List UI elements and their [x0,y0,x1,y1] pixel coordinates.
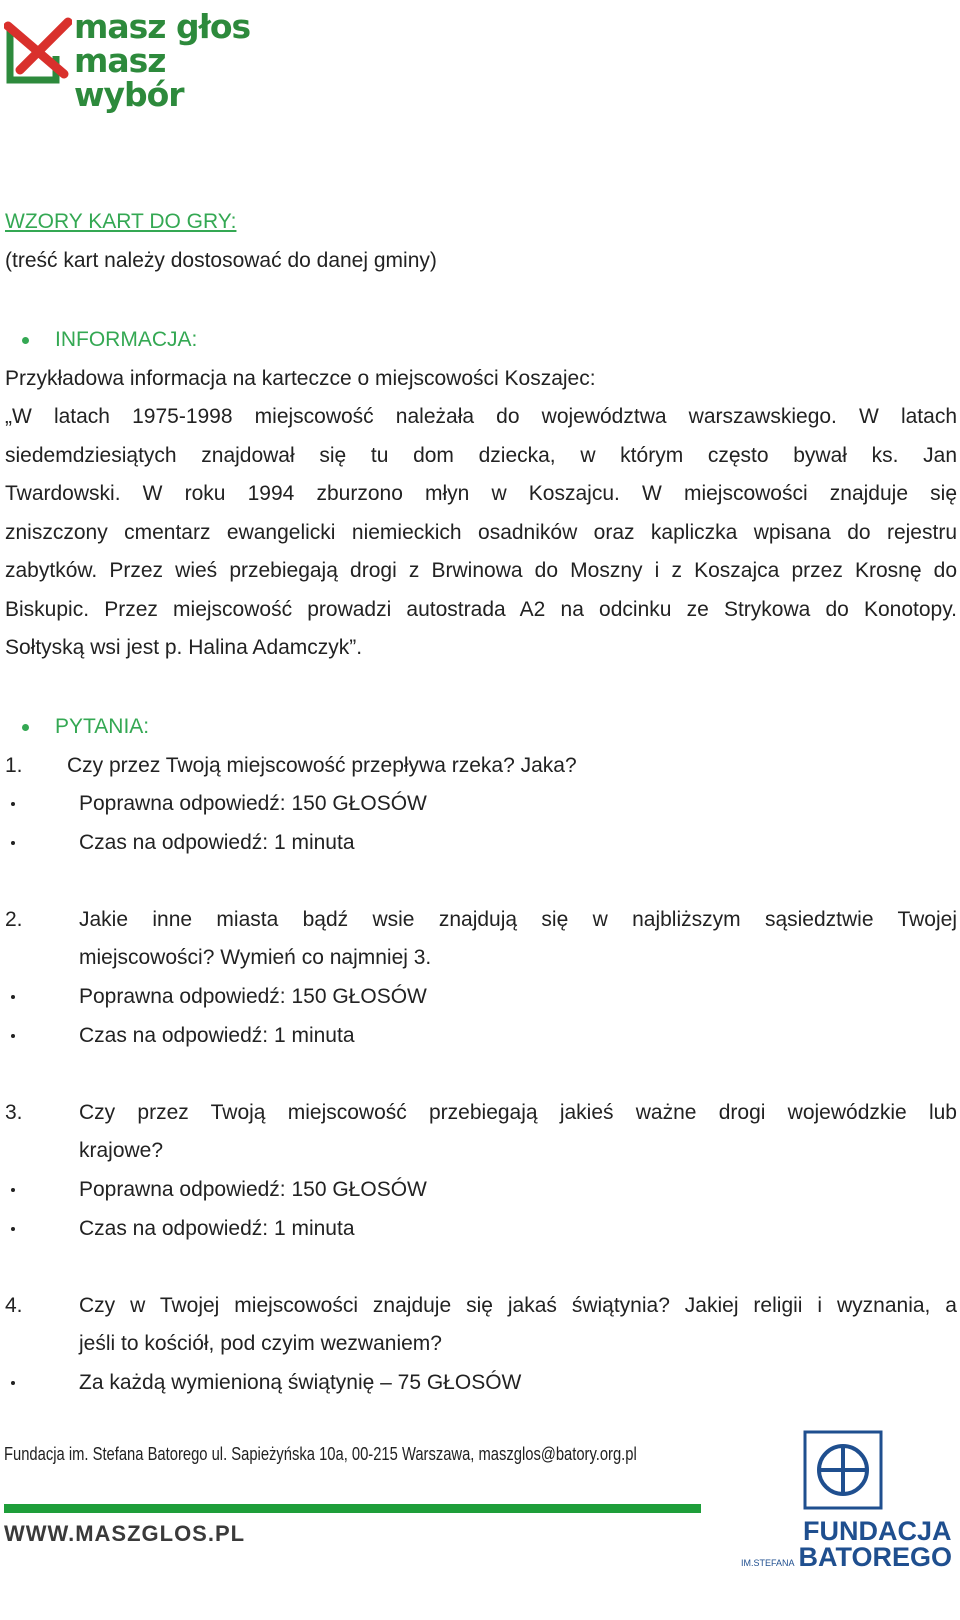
bullet-icon [22,724,29,731]
footer-website-link[interactable]: WWW.MASZGLOS.PL [4,1521,246,1546]
batorego-line-2-text: BATOREGO [798,1542,953,1572]
batorego-small: IM.STEFANA [741,1558,795,1568]
bullet-icon [11,1227,15,1231]
question-text: krajowe? [79,1139,164,1162]
footer-address: Fundacja im. Stefana Batorego ul. Sapieżyńska 10a, 00-215 Warszawa, maszglos@batory.org.pl [4,1444,637,1464]
section-label-questions: PYTANIA: [55,715,150,738]
bullet-icon [11,995,15,999]
question-text: Czy przez Twoją miejscowość przepływa rzeka? Jaka? [67,754,577,777]
page-subtitle: (treść kart należy dostosować do danej gminy) [5,249,437,272]
answer-points: Poprawna odpowiedź: 150 GŁOSÓW [79,1178,427,1201]
bullet-icon [11,1188,15,1192]
question-text: Jakie inne miasta bądź wsie znajdują się w najbliższym sąsiedztwie Twojej [79,908,957,931]
question-text: Czy w Twojej miejscowości znajduje się jakaś świątynia? Jakiej religii i wyznania, a [79,1294,957,1317]
page-title: WZORY KART DO GRY: [5,210,237,233]
bullet-icon [22,337,29,344]
question-text: jeśli to kościół, pod czyim wezwaniem? [79,1332,442,1355]
info-line: Sołtyską wsi jest p. Halina Adamczyk”. [5,636,363,659]
info-line: zniszczony cmentarz ewangelicki niemieckich osadników oraz kapliczka wpisana do rejestru [5,521,957,544]
section-label-info: INFORMACJA: [55,328,198,351]
logo-wordmark [74,7,274,114]
info-line: Biskupic. Przez miejscowość prowadzi autostrada A2 na odcinku ze Strykowa do Konotopy. [5,598,957,621]
question-text: miejscowości? Wymień co najmniej 3. [79,946,432,969]
question-number: 2. [5,908,23,931]
info-intro: Przykładowa informacja na karteczce o miejscowości Koszajec: [5,367,596,390]
question-number: 4. [5,1294,23,1317]
info-line: „W latach 1975-1998 miejscowość należała do województwa warszawskiego. W latach [5,405,957,428]
batorego-name [741,1516,953,1576]
batorego-line-1: FUNDACJA [803,1516,952,1546]
answer-points: Poprawna odpowiedź: 150 GŁOSÓW [79,985,427,1008]
batorego-emblem-icon [803,1430,883,1510]
ballot-x-icon [4,16,72,84]
footer-divider [4,1504,701,1513]
info-line: Twardowski. W roku 1994 zburzono młyn w Koszajcu. W miejscowości znajduje się [5,482,957,505]
answer-points: Za każdą wymienioną świątynię – 75 GŁOSÓW [79,1371,522,1394]
bullet-icon [11,1381,15,1385]
question-number: 1. [5,754,23,777]
answer-time: Czas na odpowiedź: 1 minuta [79,1024,355,1047]
answer-time: Czas na odpowiedź: 1 minuta [79,1217,355,1240]
fundacja-batorego-logo [741,1430,953,1615]
bullet-icon [11,1034,15,1038]
question-number: 3. [5,1101,23,1124]
bullet-icon [11,802,15,806]
batorego-line-2 [741,1542,953,1576]
answer-time: Czas na odpowiedź: 1 minuta [79,831,355,854]
info-line: zabytków. Przez wieś przebiegają drogi z Brwinowa do Moszny i z Koszajca przez Krosnę do [5,559,957,582]
bullet-icon [11,841,15,845]
info-line: siedemdziesiątych znajdował się tu dom dziecka, w którym często bywał ks. Jan [5,444,957,467]
logo-line-2: masz wybór [74,41,184,114]
answer-points: Poprawna odpowiedź: 150 GŁOSÓW [79,792,427,815]
masz-glos-logo [4,7,274,114]
question-text: Czy przez Twoją miejscowość przebiegają jakieś ważne drogi wojewódzkie lub [79,1101,957,1124]
logo-line-1: masz głos [74,7,251,46]
